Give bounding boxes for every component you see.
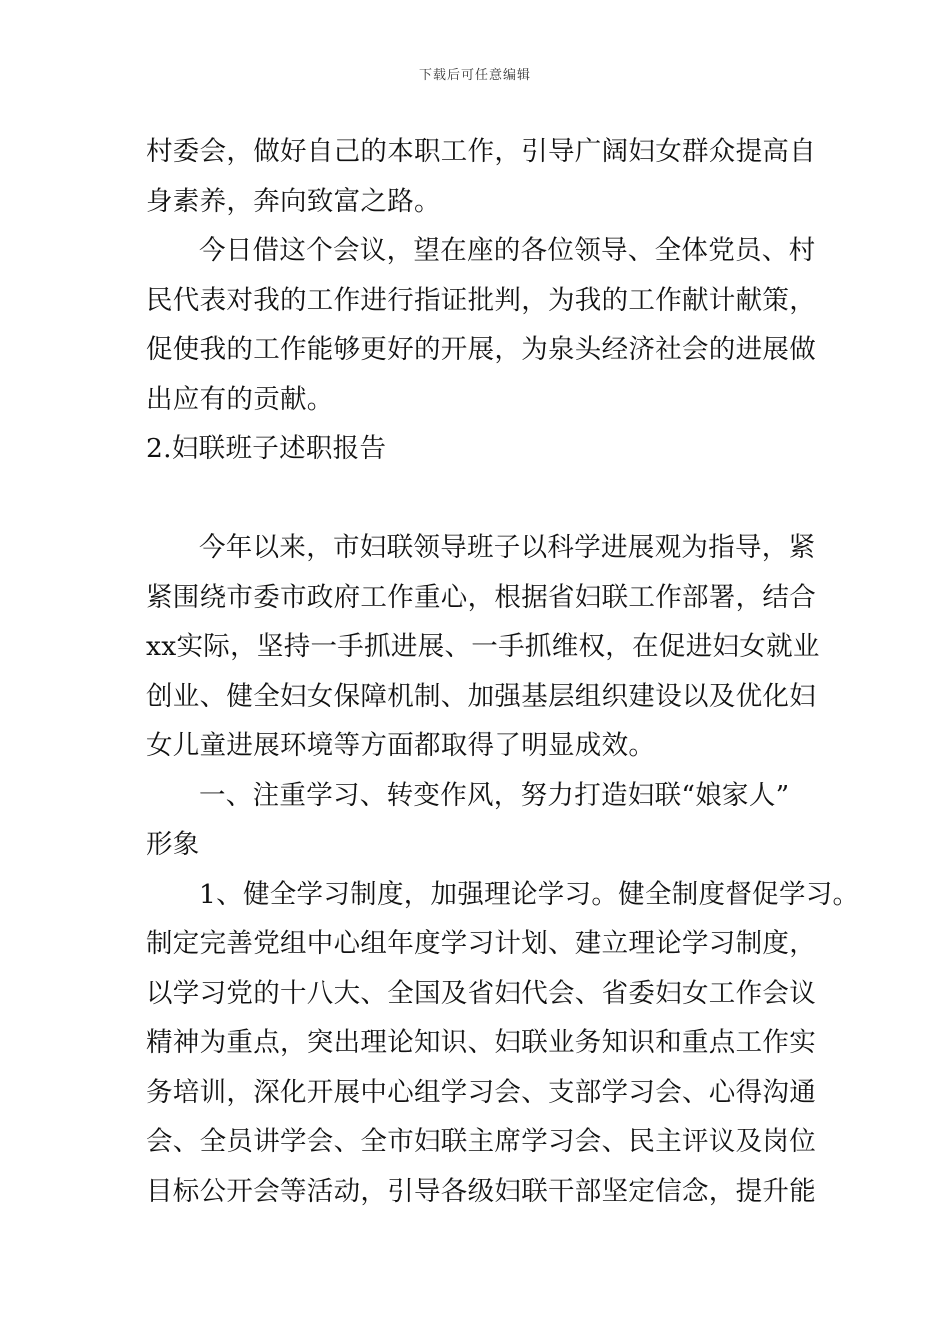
text-line: 会、全员讲学会、全市妇联主席学习会、民主评议及岗位 xyxy=(146,1126,816,1157)
text-line: 紧围绕市委市政府工作重心，根据省妇联工作部署，结合 xyxy=(146,581,816,613)
text-line: 精神为重点，突出理论知识、妇联业务知识和重点工作实 xyxy=(146,1027,816,1058)
text-line: xx实际，坚持一手抓进展、一手抓维权，在促进妇女就业 xyxy=(146,631,820,662)
text-line: 促使我的工作能够更好的开展，为泉头经济社会的进展做 xyxy=(146,334,816,365)
text-line: 民代表对我的工作进行指证批判，为我的工作献计献策， xyxy=(146,284,816,316)
text-line: 以学习党的十八大、全国及省妇代会、省委妇女工作会议 xyxy=(146,977,816,1009)
text-line: 身素养，奔向致富之路。 xyxy=(146,185,441,217)
text-line: 1、健全学习制度，加强理论学习。健全制度督促学习。 xyxy=(199,878,860,910)
text-line: 创业、健全妇女保障机制、加强基层组织建设以及优化妇 xyxy=(146,680,816,712)
text-line: 今年以来，市妇联领导班子以科学进展观为指导，紧 xyxy=(199,532,816,563)
text-line: 目标公开会等活动，引导各级妇联干部坚定信念，提升能 xyxy=(146,1175,816,1207)
section-heading: 2.妇联班子述职报告 xyxy=(146,433,387,464)
blank-line xyxy=(146,474,826,524)
page-header-note: 下载后可任意编辑 xyxy=(418,68,531,83)
text-line: 务培训，深化开展中心组学习会、支部学习会、心得沟通 xyxy=(146,1076,816,1108)
text-line: 村委会，做好自己的本职工作，引导广阔妇女群众提高自 xyxy=(146,136,816,167)
document-body xyxy=(146,127,860,1216)
subsection-heading-continued: 形象 xyxy=(146,829,200,860)
text-line: 制定完善党组中心组年度学习计划、建立理论学习制度， xyxy=(146,928,816,959)
text-line: 今日借这个会议，望在座的各位领导、全体党员、村 xyxy=(199,235,816,266)
subsection-heading: 一、注重学习、转变作风，努力打造妇联“娘家人” xyxy=(199,779,790,811)
text-line: 出应有的贡献。 xyxy=(146,383,334,415)
text-line: 女儿童进展环境等方面都取得了明显成效。 xyxy=(146,730,656,761)
